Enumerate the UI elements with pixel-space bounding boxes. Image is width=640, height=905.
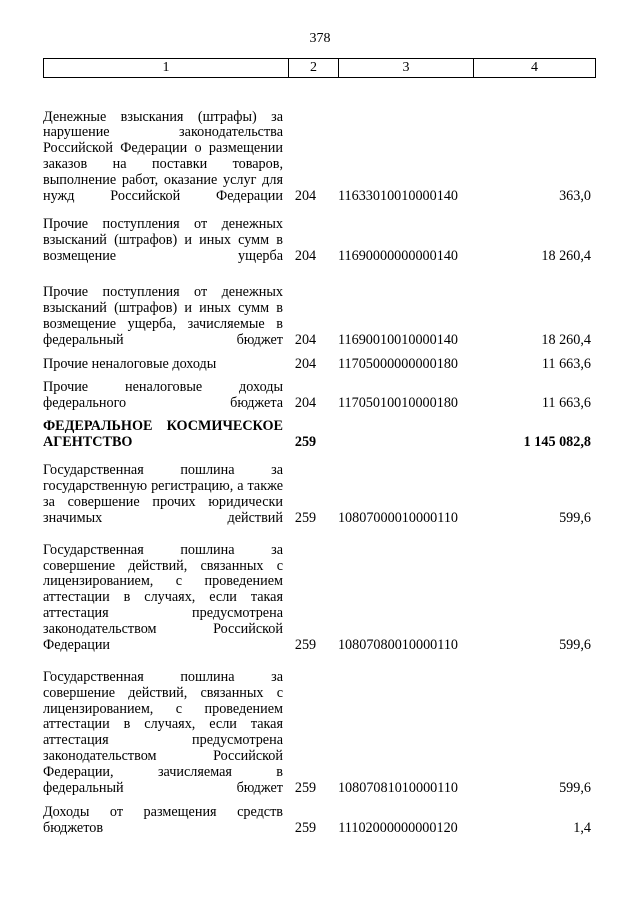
row-amount: 11 663,6 <box>541 356 591 373</box>
row-amount: 363,0 <box>559 188 591 205</box>
row-amount: 18 260,4 <box>541 248 591 265</box>
row-classification-code: 11102000000000120 <box>338 820 458 837</box>
row-description: Государственная пошлина за совершение действий, связанных с лицензированием, с проведением аттестации в случаях, если такая аттестация предусмотрена законодательством Российской Федерации <box>43 541 283 654</box>
row-admin-code: 204 <box>294 356 317 373</box>
row-amount: 599,6 <box>559 637 591 654</box>
column-header-4: 4 <box>474 59 596 78</box>
agency-total-amount: 1 145 082,8 <box>523 434 591 451</box>
row-classification-code: 11690000000000140 <box>337 248 459 265</box>
table-row <box>43 265 595 349</box>
row-classification-code: 10807000010000110 <box>337 510 459 527</box>
row-classification-code: 11705010010000180 <box>337 395 459 412</box>
row-description: Прочие поступления от денежных взысканий (штрафов) и иных сумм в возмещение ущерба <box>43 216 283 265</box>
column-header-3: 3 <box>339 59 474 78</box>
row-admin-code: 259 <box>294 780 317 797</box>
row-admin-code: 204 <box>294 248 317 265</box>
column-header-2: 2 <box>289 59 339 78</box>
table-row <box>43 349 595 373</box>
page-number: 378 <box>309 31 331 46</box>
table-row <box>43 205 595 265</box>
row-classification-code: 10807081010000110 <box>337 780 459 797</box>
agency-admin-code: 259 <box>294 434 317 451</box>
row-admin-code: 204 <box>294 395 317 412</box>
row-classification-code: 11633010010000140 <box>337 188 459 205</box>
row-amount: 11 663,6 <box>541 395 591 412</box>
row-admin-code: 204 <box>294 188 317 205</box>
row-admin-code: 259 <box>294 510 317 527</box>
column-header-row <box>44 59 596 78</box>
agency-heading-row <box>43 412 595 451</box>
row-classification-code: 10807080010000110 <box>337 637 459 654</box>
column-header-table <box>43 58 596 78</box>
row-description: Доходы от размещения средств бюджетов <box>43 804 283 837</box>
table-row <box>43 86 595 205</box>
row-admin-code: 259 <box>294 820 317 837</box>
table-row <box>43 373 595 412</box>
row-description: Денежные взыскания (штрафы) за нарушение законодательства Российской Федерации о размещении заказов на поставки товаров, выполнение работ, оказание услуг для нужд Российской Федерации <box>43 108 283 205</box>
column-header-1: 1 <box>44 59 289 78</box>
table-row <box>43 797 595 837</box>
row-classification-code: 11690010010000140 <box>337 332 459 349</box>
row-amount: 599,6 <box>559 510 591 527</box>
table-row <box>43 451 595 527</box>
row-description: Государственная пошлина за государственную регистрацию, а также за совершение прочих юридически значимых действий <box>43 462 283 527</box>
row-amount: 599,6 <box>559 780 591 797</box>
table-row <box>43 527 595 654</box>
row-admin-code: 204 <box>294 332 317 349</box>
row-admin-code: 259 <box>294 637 317 654</box>
row-description: Прочие неналоговые доходы <box>43 356 217 373</box>
row-description: Прочие неналоговые доходы федерального бюджета <box>43 379 283 412</box>
row-description: Прочие поступления от денежных взысканий (штрафов) и иных сумм в возмещение ущерба, зачисляемые в федеральный бюджет <box>43 284 283 349</box>
table-row <box>43 654 595 797</box>
row-amount: 18 260,4 <box>541 332 591 349</box>
row-amount: 1,4 <box>573 820 591 837</box>
agency-name: ФЕДЕРАЛЬНОЕ КОСМИЧЕСКОЕ АГЕНТСТВО <box>43 418 283 451</box>
row-classification-code: 11705000000000180 <box>337 356 459 373</box>
budget-rows <box>43 86 595 837</box>
row-description: Государственная пошлина за совершение действий, связанных с лицензированием, с проведением аттестации в случаях, если такая аттестация предусмотрена законодательством Российской Федерации, зачисляемая в федеральный бюджет <box>43 668 283 797</box>
